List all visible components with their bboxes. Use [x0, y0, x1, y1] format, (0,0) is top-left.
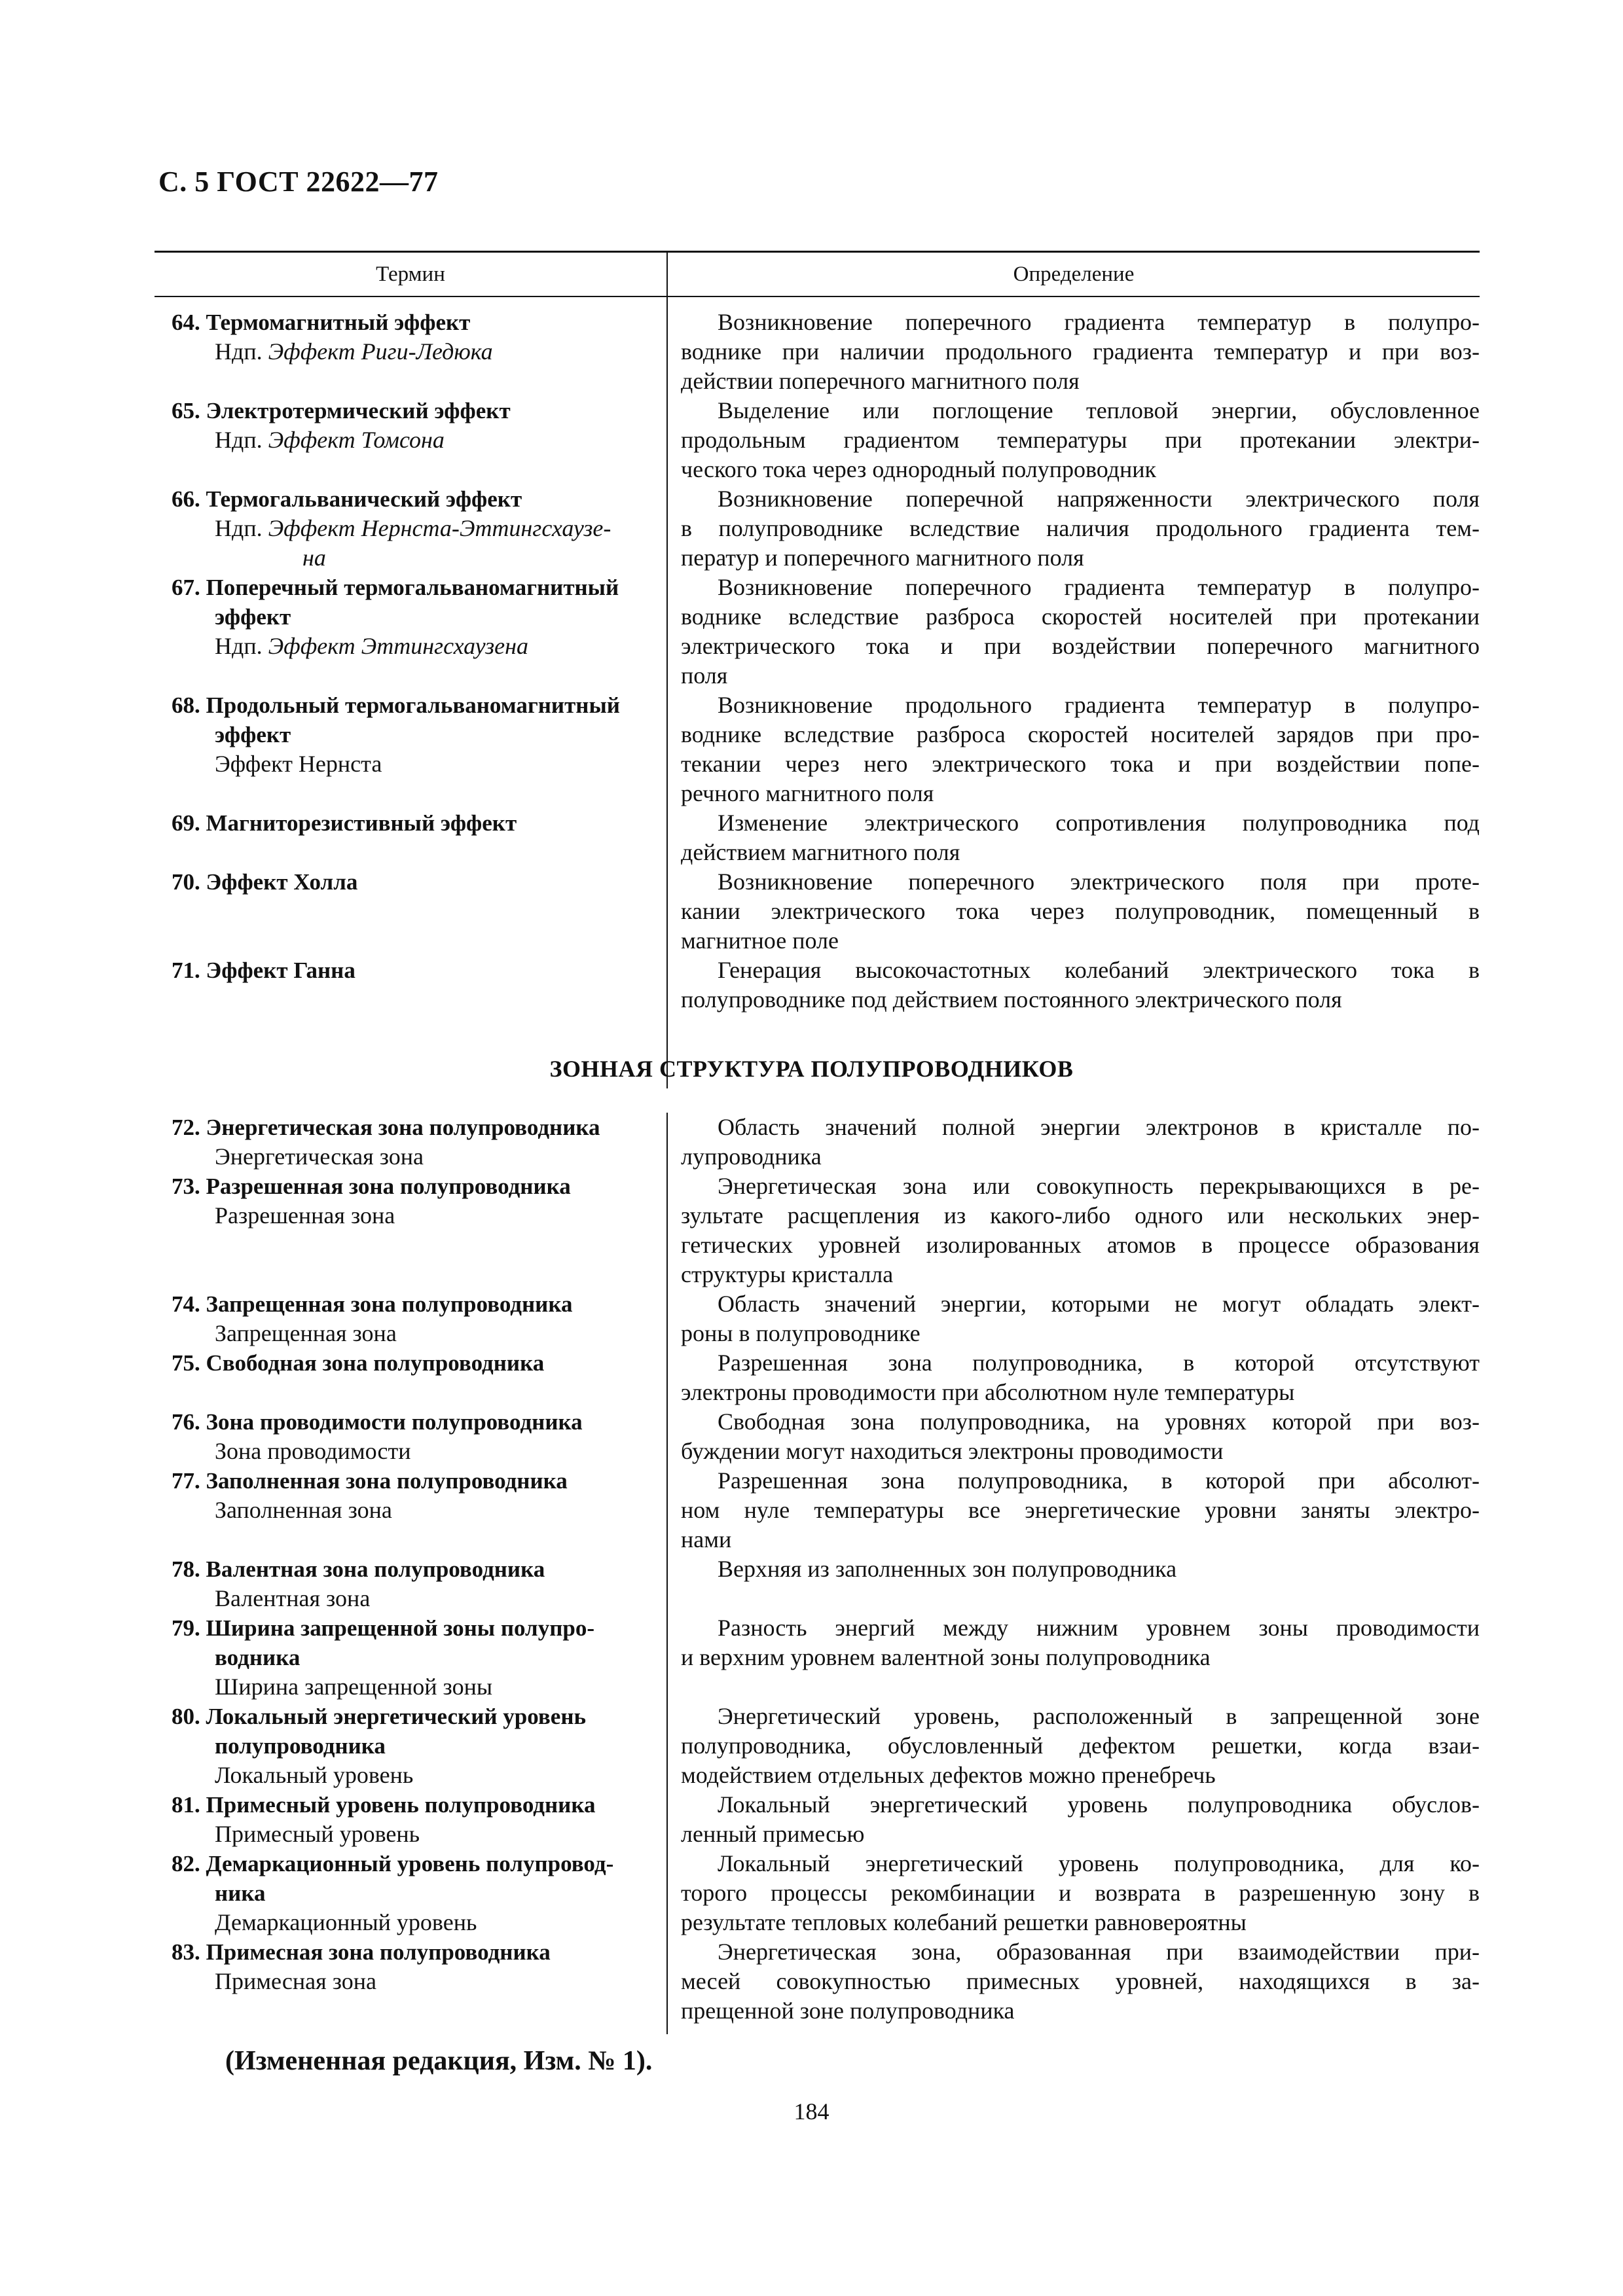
- term-name: 69. Магниторезистивный эффект: [172, 810, 517, 836]
- term-short-form: Демаркационный уровень: [215, 1909, 477, 1935]
- definition-line: Локальный энергетический уровень полупроводника, для ко-: [718, 1850, 1480, 1876]
- term-name: 76. Зона проводимости полупроводника: [172, 1409, 583, 1435]
- definition-line: роны в полупроводнике: [681, 1320, 921, 1346]
- definition-line: гетических уровней изолированных атомов в процессе образования: [681, 1232, 1480, 1258]
- term-name: 73. Разрешенная зона полупроводника: [172, 1174, 571, 1199]
- term-name: 65. Электротермический эффект: [172, 398, 511, 423]
- term-name: 82. Демаркационный уровень полупровод-: [172, 1851, 614, 1876]
- term-name: 78. Валентная зона полупроводника: [172, 1556, 545, 1582]
- spacer: [172, 779, 653, 808]
- term-column-header: Термин: [155, 253, 668, 296]
- definition-column: [666, 1113, 1480, 2034]
- term-name: 83. Примесная зона полупроводника: [172, 1939, 551, 1965]
- spacer: [681, 1584, 1480, 1613]
- term-name: 74. Запрещенная зона полупроводника: [172, 1291, 573, 1317]
- definition-line: зультате расщепления из какого-либо одного или нескольких энер-: [681, 1202, 1480, 1229]
- definition-line: Энергетическая зона или совокупность перекрывающихся в ре-: [718, 1173, 1480, 1199]
- term-name: 79. Ширина запрещенной зоны полупро-: [172, 1615, 594, 1641]
- not-allowed-term: Эффект Нернста-Эттингсхаузе-: [268, 515, 611, 541]
- definition-line: в полупроводнике вследствие наличия продольного градиента тем-: [681, 515, 1480, 541]
- definition-line: речного магнитного поля: [681, 780, 934, 806]
- term-name: 67. Поперечный термогальваномагнитный: [172, 575, 619, 600]
- definition-line: Разрешенная зона полупроводника, в которой отсутствуют: [718, 1350, 1480, 1376]
- term-short-form: Запрещенная зона: [215, 1320, 397, 1346]
- not-allowed-term: Эффект Риги-Ледюка: [268, 338, 493, 365]
- term-name: 68. Продольный термогальваномагнитный: [172, 692, 620, 718]
- term-not-allowed: [172, 425, 653, 455]
- term-short-form: Примесная зона: [215, 1968, 376, 1994]
- not-allowed-prefix: Ндп.: [215, 515, 268, 541]
- definition-line: Возникновение поперечного градиента температур в полупро-: [718, 574, 1480, 600]
- definition-line: Возникновение поперечного градиента температур в полупро-: [718, 309, 1480, 335]
- not-allowed-prefix: Ндп.: [215, 427, 268, 453]
- spacer: [172, 985, 653, 1014]
- definition-line: результате тепловых колебаний решетки равновероятны: [681, 1909, 1247, 1935]
- definition-line: Разрешенная зона полупроводника, в которой при абсолют-: [718, 1467, 1480, 1494]
- definition-line: Разность энергий между нижним уровнем зоны проводимости: [718, 1615, 1480, 1641]
- table-body: [155, 297, 1480, 1088]
- not-allowed-term: Эффект Томсона: [268, 427, 445, 453]
- term-name: 77. Заполненная зона полупроводника: [172, 1468, 568, 1494]
- definition-line: структуры кристалла: [681, 1261, 894, 1287]
- spacer: [172, 897, 653, 926]
- spacer: [681, 1672, 1480, 1702]
- definition-column-header: Определение: [1013, 262, 1135, 286]
- definition-line: Возникновение продольного градиента температур в полупро-: [718, 692, 1480, 718]
- term-name: 66. Термогальванический эффект: [172, 486, 522, 512]
- definition-line: продольным градиентом температуры при протекании электри-: [681, 427, 1480, 453]
- spacer: [172, 661, 653, 691]
- term-short-form: Энергетическая зона: [215, 1143, 424, 1170]
- term-name: 70. Эффект Холла: [172, 869, 358, 895]
- term-name: эффект: [215, 722, 291, 747]
- definition-line: воднике вследствие разброса скоростей носителей зарядов при про-: [681, 721, 1480, 747]
- definition-line: Энергетический уровень, расположенный в запрещенной зоне: [718, 1703, 1480, 1729]
- table-header-row: [155, 251, 1480, 297]
- term-short-form: Эффект Нернста: [215, 751, 382, 777]
- spacer: [172, 1230, 653, 1260]
- page-header: С. 5 ГОСТ 22622—77: [158, 166, 439, 198]
- not-allowed-prefix: Ндп.: [215, 633, 268, 659]
- definition-line: и верхним уровнем валентной зоны полупроводника: [681, 1644, 1211, 1670]
- term-name: полупроводника: [215, 1733, 386, 1759]
- definition-line: полупроводника, обусловленный дефектом решетки, когда взаи-: [681, 1732, 1480, 1759]
- not-allowed-prefix: Ндп.: [215, 338, 268, 365]
- term-short-form: Примесный уровень: [215, 1821, 420, 1847]
- term-not-allowed: [172, 632, 653, 661]
- term-name: 71. Эффект Ганна: [172, 958, 356, 983]
- term-short-form: Локальный уровень: [215, 1762, 414, 1788]
- spacer: [172, 367, 653, 396]
- term-short-form: Валентная зона: [215, 1585, 371, 1611]
- definition-line: Возникновение поперечной напряженности электрического поля: [718, 486, 1480, 512]
- definition-line: Выделение или поглощение тепловой энергии, обусловленное: [718, 397, 1480, 423]
- definition-line: лупроводника: [681, 1143, 822, 1170]
- term-not-allowed: [172, 514, 653, 543]
- term-column: [155, 1113, 666, 2034]
- spacer: [172, 1378, 653, 1407]
- term-name: 80. Локальный энергетический уровень: [172, 1704, 587, 1729]
- term-short-form: Заполненная зона: [215, 1497, 392, 1523]
- terms-table-2: [155, 1113, 1480, 2034]
- definition-line: поля: [681, 662, 728, 689]
- term-short-form: Разрешенная зона: [215, 1202, 395, 1229]
- definition-line: действием магнитного поля: [681, 839, 960, 865]
- not-allowed-term: Эффект Эттингсхаузена: [268, 633, 529, 659]
- definition-line: Свободная зона полупроводника, на уровнях которой при воз-: [718, 1408, 1480, 1435]
- section-title: ЗОННАЯ СТРУКТУРА ПОЛУПРОВОДНИКОВ: [549, 1056, 1074, 1082]
- definition-line: текании через него электрического тока и при воздействии попе-: [681, 751, 1480, 777]
- definition-line: Область значений энергии, которыми не могут обладать элект-: [718, 1291, 1480, 1317]
- term-column: [155, 308, 666, 1088]
- term-name: 64. Термомагнитный эффект: [172, 310, 471, 335]
- definition-line: Изменение электрического сопротивления полупроводника под: [718, 810, 1480, 836]
- definition-line: торого процессы рекомбинации и возврата в разрешенную зону в: [681, 1880, 1480, 1906]
- spacer: [172, 455, 653, 484]
- definition-line: Энергетическая зона, образованная при взаимодействии при-: [718, 1939, 1480, 1965]
- term-short-form: Ширина запрещенной зоны: [215, 1674, 493, 1700]
- spacer: [172, 1996, 653, 2026]
- definition-line: ператур и поперечного магнитного поля: [681, 545, 1084, 571]
- definition-line: ном нуле температуры все энергетические уровни заняты электро-: [681, 1497, 1480, 1523]
- term-not-allowed: на: [302, 545, 326, 571]
- definition-line: месей совокупностью примесных уровней, находящихся в за-: [681, 1968, 1480, 1994]
- definition-line: Локальный энергетический уровень полупроводника обуслов-: [718, 1791, 1480, 1818]
- term-name: водника: [215, 1645, 301, 1670]
- spacer: [172, 1260, 653, 1289]
- definition-line: нами: [681, 1526, 732, 1552]
- definition-line: кании электрического тока через полупроводник, помещенный в: [681, 898, 1480, 924]
- table-body: [155, 1113, 1480, 2034]
- spacer: [172, 926, 653, 956]
- definition-line: Область значений полной энергии электронов в кристалле по-: [718, 1114, 1480, 1140]
- term-name: 72. Энергетическая зона полупроводника: [172, 1115, 600, 1140]
- definition-line: ленный примесью: [681, 1821, 865, 1847]
- definition-line: действии поперечного магнитного поля: [681, 368, 1080, 394]
- spacer: [172, 838, 653, 867]
- definition-line: Возникновение поперечного электрического поля при проте-: [718, 869, 1480, 895]
- definition-line: воднике вследствие разброса скоростей носителей при протекании: [681, 603, 1480, 630]
- definition-line: ческого тока через однородный полупроводник: [681, 456, 1157, 482]
- definition-line: электрического тока и при воздействии поперечного магнитного: [681, 633, 1480, 659]
- term-name: эффект: [215, 604, 291, 630]
- term-name: 75. Свободная зона полупроводника: [172, 1350, 545, 1376]
- spacer: [172, 1525, 653, 1554]
- term-name: 81. Примесный уровень полупроводника: [172, 1792, 596, 1818]
- definition-column: [666, 308, 1480, 1088]
- term-short-form: Зона проводимости: [215, 1438, 411, 1464]
- terms-table-1: [155, 251, 1480, 1088]
- definition-line: прещенной зоне полупроводника: [681, 1998, 1015, 2024]
- definition-line: буждении могут находиться электроны проводимости: [681, 1438, 1224, 1464]
- amendment-note: (Измененная редакция, Изм. № 1).: [225, 2046, 653, 2076]
- definition-line: воднике при наличии продольного градиента температур и при воз-: [681, 338, 1480, 365]
- term-name: ника: [215, 1880, 266, 1906]
- definition-line: Генерация высокочастотных колебаний электрического тока в: [718, 957, 1480, 983]
- page-number: 184: [793, 2098, 830, 2125]
- term-not-allowed: [172, 337, 653, 367]
- definition-line: Верхняя из заполненных зон полупроводника: [718, 1556, 1177, 1582]
- definition-line: магнитное поле: [681, 927, 839, 954]
- definition-line: модействием отдельных дефектов можно пренебречь: [681, 1762, 1216, 1788]
- definition-line: электроны проводимости при абсолютном нуле температуры: [681, 1379, 1295, 1405]
- definition-line: полупроводнике под действием постоянного электрического поля: [681, 986, 1342, 1013]
